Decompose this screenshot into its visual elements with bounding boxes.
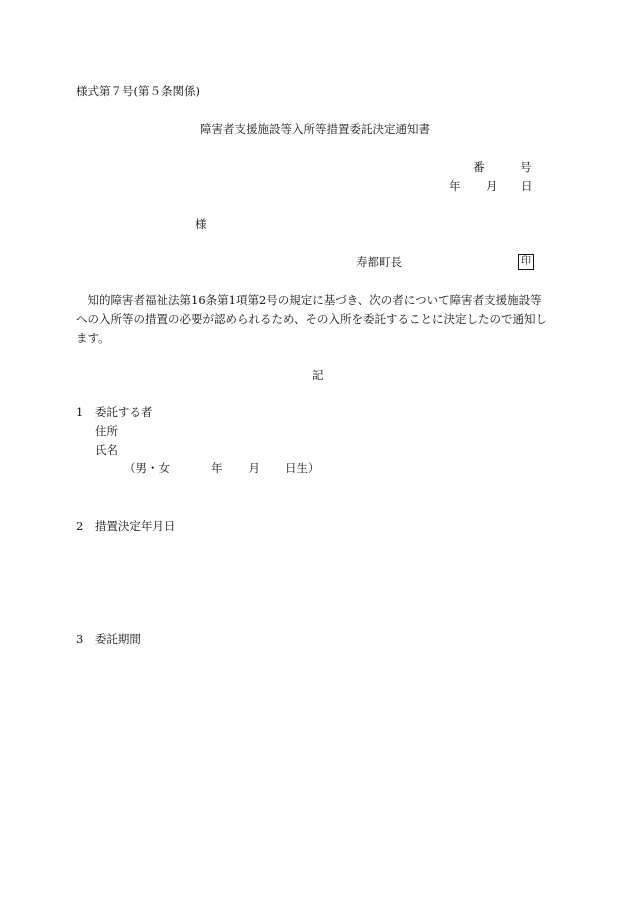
date-month-label: 月 <box>486 179 498 193</box>
document-number-label: 番 <box>473 160 485 174</box>
record-mark: 記 <box>312 368 324 382</box>
notice-body-text: 知的障害者福祉法第16条第1項第2号の規定に基づき、次の者について障害者支援施設等への入所等の措置の必要が認められるため、その入所を委託することに決定したので通知します。 <box>76 293 548 345</box>
item2-heading: 2 措置決定年月日 <box>76 519 176 533</box>
addressee-honorific: 様 <box>195 217 207 231</box>
date-day-label: 日 <box>521 179 533 193</box>
document-number-suffix: 号 <box>520 160 532 174</box>
seal-icon: 印 <box>518 254 534 270</box>
birth-year-label: 年 <box>211 461 223 475</box>
item3-heading: 3 委託期間 <box>76 632 141 646</box>
item1-heading: 1 委託する者 <box>76 405 153 419</box>
item1-sex-birthdate-line <box>124 463 320 475</box>
item1-name-label: 氏名 <box>95 443 118 457</box>
form-number: 様式第７号(第５条関係) <box>76 84 200 98</box>
issuer-name: 寿都町長 <box>356 255 402 269</box>
birth-day-label: 日生） <box>285 461 320 475</box>
document-title: 障害者支援施設等入所等措置委託決定通知書 <box>200 122 430 136</box>
item1-address-label: 住所 <box>95 424 118 438</box>
date-year-label: 年 <box>449 179 461 193</box>
sex-choice-label: （男・女 <box>124 461 170 475</box>
birth-month-label: 月 <box>248 461 260 475</box>
